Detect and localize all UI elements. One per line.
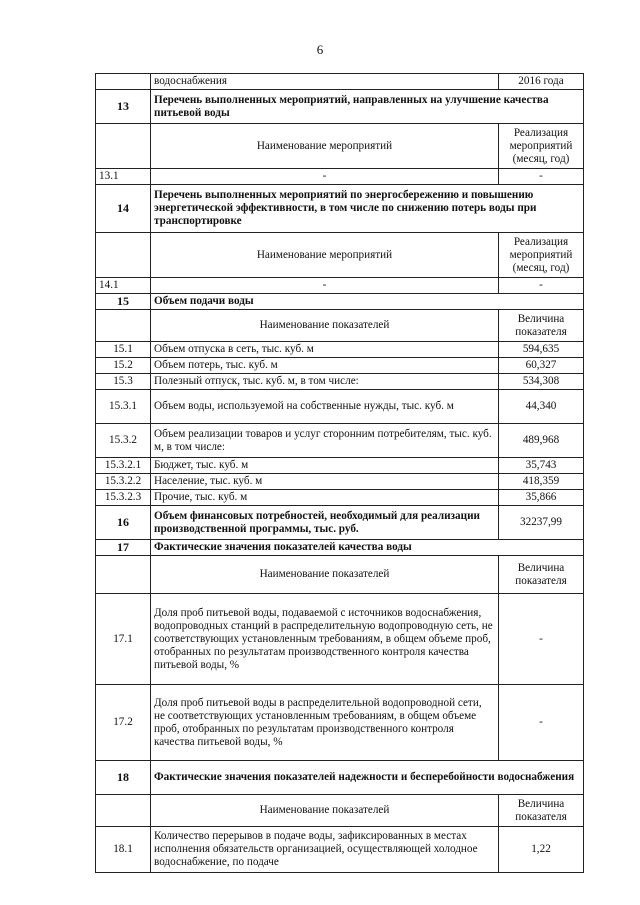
- row-value: 35,866: [499, 490, 584, 506]
- row-value: 35,743: [499, 458, 584, 474]
- row-name: -: [151, 278, 499, 294]
- row-name: Бюджет, тыс. куб. м: [151, 458, 499, 474]
- row-number: 15.3.2.2: [96, 474, 151, 490]
- table-row: [96, 342, 584, 358]
- row-name: Объем потерь, тыс. куб. м: [151, 358, 499, 374]
- section-number: 17: [96, 540, 151, 556]
- row-name: Прочие, тыс. куб. м: [151, 490, 499, 506]
- row-name: Объем отпуска в сеть, тыс. куб. м: [151, 342, 499, 358]
- row-number: 15.3.2.3: [96, 490, 151, 506]
- row-value: 60,327: [499, 358, 584, 374]
- section-row: [96, 506, 584, 540]
- table-row: [96, 827, 584, 873]
- row-name: Население, тыс. куб. м: [151, 474, 499, 490]
- section-row: [96, 90, 584, 124]
- table-row: [96, 490, 584, 506]
- section-title: Перечень выполненных мероприятий, направленных на улучшение качества питьевой воды: [151, 90, 584, 124]
- row-name: Доля проб питьевой воды, подаваемой с источников водоснабжения, водопроводных станций в распределительную водопроводную сеть, не соответствующих установленным требованиям, в общем объеме проб, отобранных по результатам производственного контроля качества питьевой воды, %: [151, 594, 499, 685]
- section-row: [96, 185, 584, 233]
- section-title: Объем финансовых потребностей, необходимый для реализации производственной программы, тыс. руб.: [151, 506, 499, 540]
- table-row: [96, 74, 584, 90]
- row-value: -: [499, 169, 584, 185]
- section-row: [96, 761, 584, 795]
- table-row: [96, 474, 584, 490]
- row-name: водоснабжения: [151, 74, 499, 90]
- row-number: 15.3: [96, 374, 151, 390]
- header-row: [96, 556, 584, 594]
- section-number: 16: [96, 506, 151, 540]
- section-row: [96, 294, 584, 310]
- row-number: 17.2: [96, 685, 151, 761]
- header-name: Наименование мероприятий: [151, 124, 499, 169]
- section-number: 13: [96, 90, 151, 124]
- row-name: Объем воды, используемой на собственные нужды, тыс. куб. м: [151, 390, 499, 424]
- row-value: 489,968: [499, 424, 584, 458]
- table-row: [96, 278, 584, 294]
- header-name: Наименование показателей: [151, 556, 499, 594]
- section-title: Объем подачи воды: [151, 294, 584, 310]
- header-value: Реализация мероприятий (месяц, год): [499, 233, 584, 278]
- table-row: [96, 458, 584, 474]
- table-row: [96, 374, 584, 390]
- header-name: Наименование показателей: [151, 795, 499, 827]
- section-title: Фактические значения показателей качества воды: [151, 540, 584, 556]
- row-number: 15.2: [96, 358, 151, 374]
- row-number: 13.1: [96, 169, 151, 185]
- row-value: 594,635: [499, 342, 584, 358]
- header-value: Величина показателя: [499, 310, 584, 342]
- row-number: 15.3.2.1: [96, 458, 151, 474]
- row-name: Доля проб питьевой воды в распределительной водопроводной сети, не соответствующих установленным требованиям, в общем объеме проб, отобранных по результатам производственного контроля качества питьевой воды, %: [151, 685, 499, 761]
- row-value: 534,308: [499, 374, 584, 390]
- row-name: Количество перерывов в подаче воды, зафиксированных в местах исполнения обязательств организацией, осуществляющей холодное водоснабжение, по подаче: [151, 827, 499, 873]
- table-row: [96, 390, 584, 424]
- table-row: [96, 594, 584, 685]
- header-value: Величина показателя: [499, 556, 584, 594]
- header-row: [96, 310, 584, 342]
- row-value: 418,359: [499, 474, 584, 490]
- header-row: [96, 233, 584, 278]
- table-row: [96, 424, 584, 458]
- row-value: -: [499, 594, 584, 685]
- section-number: 14: [96, 185, 151, 233]
- header-row: [96, 795, 584, 827]
- header-value: Величина показателя: [499, 795, 584, 827]
- row-value: 44,340: [499, 390, 584, 424]
- row-value: -: [499, 685, 584, 761]
- row-number: 15.3.1: [96, 390, 151, 424]
- section-number: 18: [96, 761, 151, 795]
- header-value: Реализация мероприятий (месяц, год): [499, 124, 584, 169]
- header-name: Наименование мероприятий: [151, 233, 499, 278]
- section-title: Фактические значения показателей надежности и бесперебойности водоснабжения: [151, 761, 584, 795]
- row-number: 18.1: [96, 827, 151, 873]
- table-row: [96, 685, 584, 761]
- row-value: -: [499, 278, 584, 294]
- row-number: 15.1: [96, 342, 151, 358]
- header-row: [96, 124, 584, 169]
- row-number: 14.1: [96, 278, 151, 294]
- table-row: [96, 358, 584, 374]
- section-title: Перечень выполненных мероприятий по энергосбережению и повышению энергетической эффективности, в том числе по снижению потерь воды при транспортировке: [151, 185, 584, 233]
- page-number: 6: [316, 42, 324, 57]
- row-value: 1,22: [499, 827, 584, 873]
- row-name: Объем реализации товаров и услуг сторонним потребителям, тыс. куб. м, в том числе:: [151, 424, 499, 458]
- row-value: 2016 года: [499, 74, 584, 90]
- header-name: Наименование показателей: [151, 310, 499, 342]
- row-name: -: [151, 169, 499, 185]
- row-name: Полезный отпуск, тыс. куб. м, в том числе:: [151, 374, 499, 390]
- program-table: [95, 73, 584, 873]
- table-row: [96, 169, 584, 185]
- row-number: 15.3.2: [96, 424, 151, 458]
- row-number: 17.1: [96, 594, 151, 685]
- section-number: 15: [96, 294, 151, 310]
- section-row: [96, 540, 584, 556]
- section-value: 32237,99: [499, 506, 584, 540]
